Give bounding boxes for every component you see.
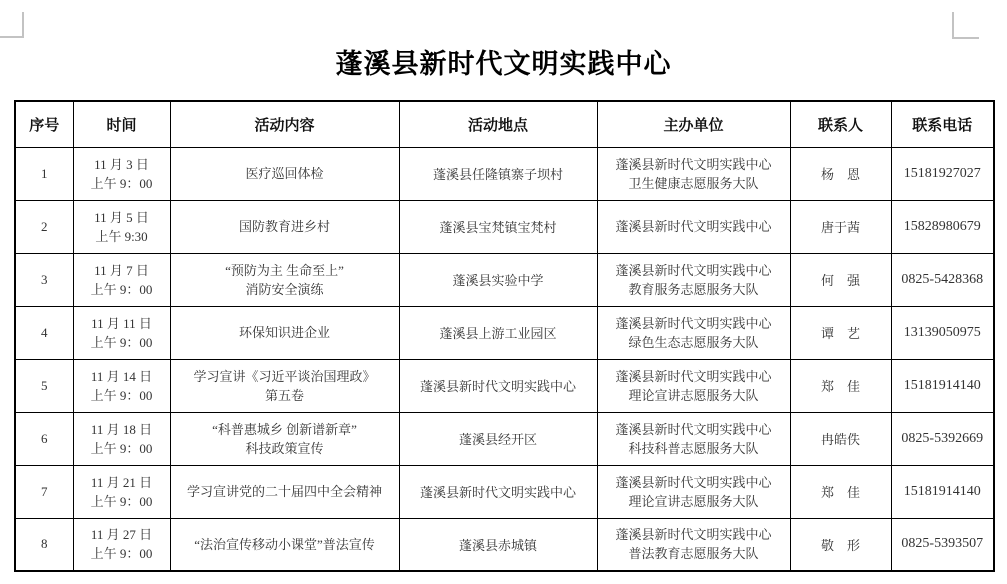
activity-hour: 上午 9：00 [90, 493, 153, 509]
activity-date: 11 月 14 日 [90, 368, 153, 384]
table-row [15, 253, 994, 306]
organizer [597, 306, 790, 359]
contact-phone: 15181914140 [891, 465, 994, 518]
organizer-line: 绿色生态志愿服务大队 [628, 334, 759, 350]
activity-schedule-table [14, 100, 995, 572]
page-title: 蓬溪县新时代文明实践中心 [335, 49, 672, 79]
activity-location: 蓬溪县经开区 [399, 412, 597, 465]
activity-time [73, 359, 170, 412]
table-header-row [15, 101, 994, 147]
activity-content [170, 465, 399, 518]
organizer [597, 465, 790, 518]
contact-person: 郑 佳 [790, 465, 891, 518]
header-time: 时间 [73, 101, 170, 147]
row-number: 8 [15, 518, 73, 571]
activity-date: 11 月 27 日 [90, 527, 153, 543]
activity-time [73, 412, 170, 465]
organizer [597, 412, 790, 465]
activity-content [170, 359, 399, 412]
activity-location: 蓬溪县赤城镇 [399, 518, 597, 571]
organizer-line: 蓬溪县新时代文明实践中心 [615, 315, 772, 331]
contact-phone: 15828980679 [891, 200, 994, 253]
organizer-line: 教育服务志愿服务大队 [628, 281, 759, 297]
contact-phone: 0825-5428368 [891, 253, 994, 306]
activity-hour: 上午 9：00 [90, 334, 153, 350]
table-row [15, 465, 994, 518]
row-number: 4 [15, 306, 73, 359]
header-contact: 联系人 [790, 101, 891, 147]
row-number: 5 [15, 359, 73, 412]
activity-location: 蓬溪县任隆镇寨子坝村 [399, 147, 597, 200]
activity-time [73, 465, 170, 518]
organizer-line: 卫生健康志愿服务大队 [628, 175, 759, 191]
activity-date: 11 月 3 日 [94, 156, 149, 172]
activity-time [73, 518, 170, 571]
content-line: “法治宣传移动小课堂”普法宣传 [194, 536, 375, 552]
organizer-line: 蓬溪县新时代文明实践中心 [615, 368, 772, 384]
organizer [597, 253, 790, 306]
activity-time [73, 253, 170, 306]
content-line: 环保知识进企业 [238, 325, 330, 340]
table-row [15, 306, 994, 359]
activity-content [170, 147, 399, 200]
row-number: 3 [15, 253, 73, 306]
activity-hour: 上午 9：00 [90, 281, 153, 297]
table-row [15, 147, 994, 200]
row-number: 7 [15, 465, 73, 518]
row-number: 6 [15, 412, 73, 465]
contact-person: 敬 形 [790, 518, 891, 571]
organizer-line: 蓬溪县新时代文明实践中心 [615, 527, 772, 543]
table-row [15, 359, 994, 412]
activity-location: 蓬溪县实验中学 [399, 253, 597, 306]
organizer-line: 蓬溪县新时代文明实践中心 [615, 156, 772, 172]
header-organizer: 主办单位 [597, 101, 790, 147]
activity-hour: 上午 9:30 [95, 228, 148, 244]
contact-person: 唐于茜 [790, 200, 891, 253]
contact-phone: 15181927027 [891, 147, 994, 200]
activity-time [73, 147, 170, 200]
activity-location: 蓬溪县新时代文明实践中心 [399, 359, 597, 412]
activity-time [73, 306, 170, 359]
contact-phone: 0825-5393507 [891, 518, 994, 571]
activity-date: 11 月 21 日 [90, 474, 153, 490]
activity-date: 11 月 18 日 [90, 421, 153, 437]
organizer-line: 理论宣讲志愿服务大队 [628, 493, 759, 509]
organizer-line: 蓬溪县新时代文明实践中心 [615, 421, 772, 437]
activity-date: 11 月 11 日 [91, 315, 152, 331]
activity-hour: 上午 9：00 [90, 175, 153, 191]
contact-phone: 0825-5392669 [891, 412, 994, 465]
contact-person: 郑 佳 [790, 359, 891, 412]
content-line: 第五卷 [264, 387, 304, 403]
activity-hour: 上午 9：00 [90, 440, 153, 456]
content-line: 学习宣讲《习近平谈治国理政》 [193, 368, 376, 384]
organizer-line: 科技科普志愿服务大队 [628, 440, 759, 456]
activity-content [170, 412, 399, 465]
header-location: 活动地点 [399, 101, 597, 147]
activity-content [170, 200, 399, 253]
activity-location: 蓬溪县宝梵镇宝梵村 [399, 200, 597, 253]
organizer-line: 蓬溪县新时代文明实践中心 [615, 474, 772, 490]
organizer-line: 蓬溪县新时代文明实践中心 [615, 219, 772, 234]
contact-person: 谭 艺 [790, 306, 891, 359]
table-row [15, 518, 994, 571]
header-no: 序号 [15, 101, 73, 147]
activity-location: 蓬溪县上游工业园区 [399, 306, 597, 359]
activity-hour: 上午 9：00 [90, 546, 153, 562]
content-line: 国防教育进乡村 [238, 219, 330, 234]
content-line: “科普惠城乡 创新谱新章” [212, 421, 357, 437]
page-corner-mark-right [952, 12, 979, 39]
activity-date: 11 月 5 日 [94, 209, 149, 225]
content-line: 学习宣讲党的二十届四中全会精神 [186, 484, 382, 499]
content-line: “预防为主 生命至上” [225, 262, 344, 278]
row-number: 1 [15, 147, 73, 200]
content-line: 科技政策宣传 [245, 440, 324, 456]
activity-hour: 上午 9：00 [90, 387, 153, 403]
contact-person: 何 强 [790, 253, 891, 306]
page-corner-mark-left [0, 12, 24, 38]
header-phone: 联系电话 [891, 101, 994, 147]
contact-phone: 15181914140 [891, 359, 994, 412]
row-number: 2 [15, 200, 73, 253]
activity-content [170, 253, 399, 306]
content-line: 医疗巡回体检 [245, 166, 324, 181]
organizer [597, 518, 790, 571]
header-content: 活动内容 [170, 101, 399, 147]
activity-time [73, 200, 170, 253]
organizer-line: 理论宣讲志愿服务大队 [628, 387, 759, 403]
organizer [597, 147, 790, 200]
organizer [597, 200, 790, 253]
table-row [15, 200, 994, 253]
table-row [15, 412, 994, 465]
content-line: 消防安全演练 [245, 281, 324, 297]
activity-content [170, 518, 399, 571]
activity-location: 蓬溪县新时代文明实践中心 [399, 465, 597, 518]
contact-person: 杨 恩 [790, 147, 891, 200]
activity-content [170, 306, 399, 359]
organizer [597, 359, 790, 412]
contact-person: 冉皓佚 [790, 412, 891, 465]
organizer-line: 普法教育志愿服务大队 [628, 546, 759, 562]
contact-phone: 13139050975 [891, 306, 994, 359]
activity-date: 11 月 7 日 [94, 262, 149, 278]
organizer-line: 蓬溪县新时代文明实践中心 [615, 262, 772, 278]
